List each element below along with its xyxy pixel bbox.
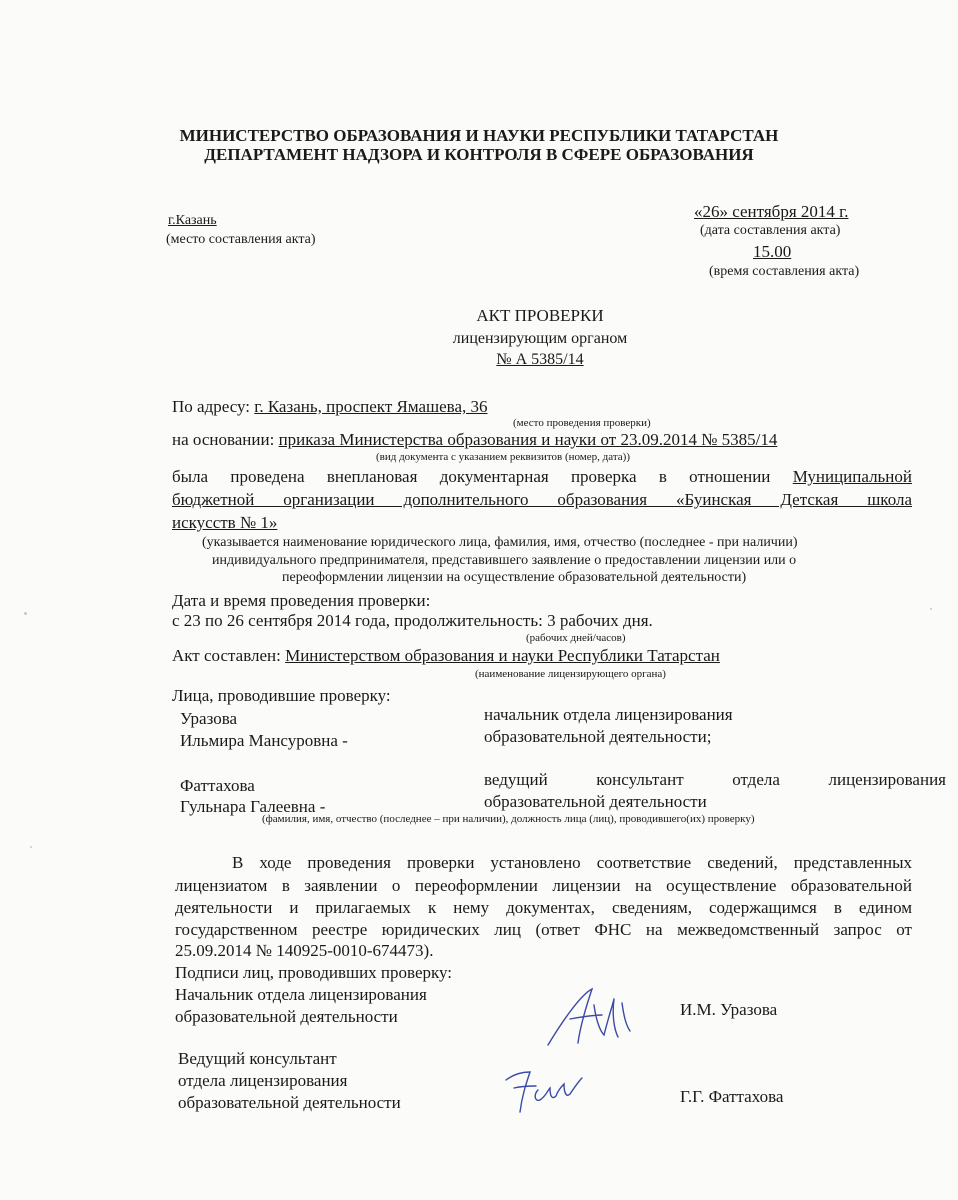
result-line-4: государственном реестре юридических лиц (ответ ФНС на межведомственный запрос от xyxy=(175,920,912,939)
compiled-caption: (наименование лицензирующего органа) xyxy=(475,668,666,680)
signer-2-position-1: Ведущий консультант xyxy=(178,1049,337,1068)
signer-2-position-2: отдела лицензирования xyxy=(178,1071,348,1090)
address-caption: (место проведения проверки) xyxy=(513,417,651,429)
inspection-caption-2: индивидуального предпринимателя, представившего заявление о предоставлении лицензии или о xyxy=(212,553,797,568)
scan-speck xyxy=(30,846,32,848)
inspector-1-position-2: образовательной деятельности; xyxy=(484,727,712,746)
address-value: г. Казань, проспект Ямашева, 36 xyxy=(254,397,488,416)
duration-caption: (рабочих дней/часов) xyxy=(526,632,626,644)
signer-1-position-1: Начальник отдела лицензирования xyxy=(175,985,427,1004)
signer-1-position-2: образовательной деятельности xyxy=(175,1007,398,1026)
inspection-text: была проведена внеплановая документарная проверка в отношении xyxy=(172,467,771,486)
act-title: АКТ ПРОВЕРКИ xyxy=(476,306,604,325)
compiled-value: Министерством образования и науки Республики Татарстан xyxy=(285,646,720,665)
act-subtitle: лицензирующим органом xyxy=(452,330,628,347)
basis-caption: (вид документа с указанием реквизитов (номер, дата)) xyxy=(376,451,630,463)
result-line-5: 25.09.2014 № 140925-0010-674473). xyxy=(175,941,434,960)
signature-1-stroke xyxy=(548,989,630,1045)
signature-2-handwriting xyxy=(500,1060,600,1120)
result-line-1: В ходе проведения проверки установлено соответствие сведений, представленных xyxy=(232,853,912,872)
inspection-caption-3: переоформлении лицензии на осуществление образовательной деятельности) xyxy=(282,570,747,585)
inspection-caption-1: (указывается наименование юридического лица, фамилия, имя, отчество (последнее - при наличии) xyxy=(202,535,798,550)
inspectors-caption: (фамилия, имя, отчество (последнее – при наличии), должность лица (лиц), проводившего(их) проверку) xyxy=(262,813,755,825)
result-line-3: деятельности и прилагаемых к нему документах, сведениям, содержащимся в едином xyxy=(175,898,912,917)
inspection-line-2: бюджетной организации дополнительного образования «Буинская Детская школа xyxy=(172,490,912,509)
inspection-line-1 xyxy=(172,467,912,487)
signer-1-name: И.М. Уразова xyxy=(680,1000,778,1019)
signer-2-name: Г.Г. Фаттахова xyxy=(680,1087,784,1106)
inspector-2-position-1: ведущий консультант отдела лицензирования xyxy=(484,770,946,789)
basis-label: на основании: xyxy=(172,430,275,449)
basis-value: приказа Министерства образования и науки от 23.09.2014 № 5385/14 xyxy=(278,430,778,449)
duration-label: Дата и время проведения проверки: xyxy=(172,591,431,610)
act-number: № А 5385/14 xyxy=(496,351,584,368)
address-label: По адресу: xyxy=(172,397,251,416)
duration-value: с 23 по 26 сентября 2014 года, продолжительность: 3 рабочих дня. xyxy=(172,611,653,630)
ministry-heading: МИНИСТЕРСТВО ОБРАЗОВАНИЯ И НАУКИ РЕСПУБЛИКИ ТАТАРСТАН xyxy=(179,126,779,145)
organization-start: Муниципальной xyxy=(792,467,912,486)
place-caption: (место составления акта) xyxy=(166,232,316,247)
signature-2-stroke xyxy=(506,1072,582,1112)
inspector-1-surname: Уразова xyxy=(180,709,238,728)
time-caption: (время составления акта) xyxy=(709,264,860,279)
inspector-2-surname: Фаттахова xyxy=(180,776,255,795)
address-line xyxy=(172,397,488,417)
signature-1-handwriting xyxy=(540,985,640,1055)
result-line-2: лицензиатом в заявлении о переоформлении лицензии на осуществление образовательной xyxy=(175,876,912,895)
date-caption: (дата составления акта) xyxy=(700,223,841,238)
basis-line xyxy=(172,430,777,450)
inspector-2-position-2: образовательной деятельности xyxy=(484,792,707,811)
scan-speck xyxy=(930,608,932,610)
inspector-1-position-1: начальник отдела лицензирования xyxy=(484,705,733,724)
department-heading: ДЕПАРТАМЕНТ НАДЗОРА И КОНТРОЛЯ В СФЕРЕ ОБРАЗОВАНИЯ xyxy=(204,145,754,164)
inspectors-label: Лица, проводившие проверку: xyxy=(172,686,391,705)
inspection-line-3: искусств № 1» xyxy=(172,513,278,532)
signer-2-position-3: образовательной деятельности xyxy=(178,1093,401,1112)
place-value: г.Казань xyxy=(168,213,217,228)
compiled-label: Акт составлен: xyxy=(172,646,281,665)
inspector-1-given: Ильмира Мансуровна - xyxy=(180,731,348,750)
inspector-2-given: Гульнара Галеевна - xyxy=(180,797,326,816)
signatures-label: Подписи лиц, проводивших проверку: xyxy=(175,963,453,982)
compiled-line xyxy=(172,646,720,666)
time-value: 15.00 xyxy=(753,242,792,261)
date-value: «26» сентября 2014 г. xyxy=(694,202,849,221)
scan-speck xyxy=(24,612,27,615)
